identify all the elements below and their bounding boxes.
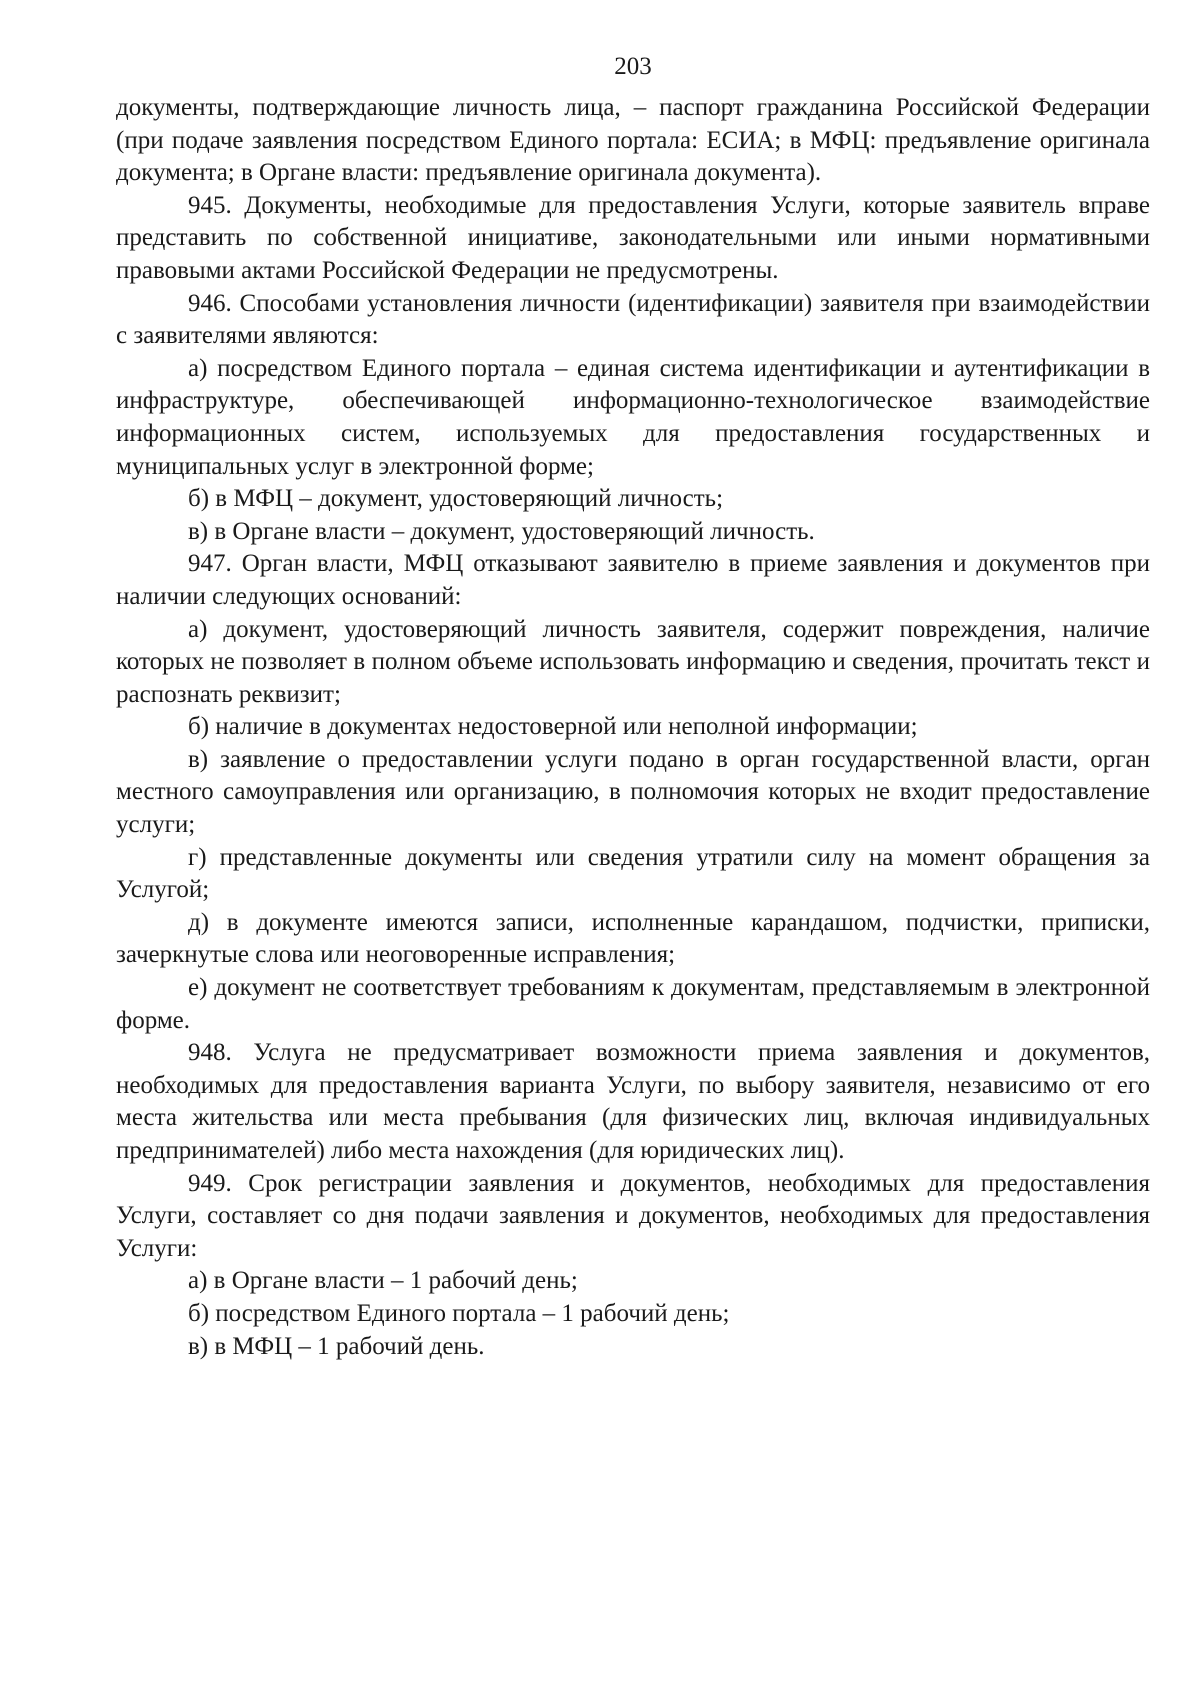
- paragraph-949-b: б) посредством Единого портала – 1 рабочий день;: [188, 1299, 730, 1327]
- paragraph-identity-docs: документы, подтверждающие личность лица, – паспорт гражданина Российской Федерации (при подаче заявления посредством Единого портала: ЕСИА; в МФЦ: предъявление оригинала документа; в Органе власти: предъявление оригинала документа).: [116, 94, 1150, 187]
- paragraph-947-e: е) документ не соответствует требованиям к документам, представляемым в электронной форме.: [116, 974, 1150, 1034]
- paragraph-946-v: в) в Органе власти – документ, удостоверяющий личность.: [188, 517, 815, 545]
- paragraph-947-a: а) документ, удостоверяющий личность заявителя, содержит повреждения, наличие которых не позволяет в полном объеме использовать информацию и сведения, прочитать текст и распознать реквизит;: [116, 615, 1150, 708]
- paragraph-946: 946. Способами установления личности (идентификации) заявителя при взаимодействии с заявителями являются:: [116, 289, 1150, 350]
- paragraph-946-a: а) посредством Единого портала – единая система идентификации и аутентификации в инфраструктуре, обеспечивающей информационно-технологическое взаимодействие информационных систем, используемых для предоставления государственных и муниципальных услуг в электронной форме;: [116, 354, 1150, 480]
- paragraph-947: 947. Орган власти, МФЦ отказывают заявителю в приеме заявления и документов при наличии следующих оснований:: [116, 550, 1150, 610]
- paragraph-947-v: в) заявление о предоставлении услуги подано в орган государственной власти, орган местного самоуправления или организацию, в полномочия которых не входит предоставление услуги;: [116, 745, 1150, 839]
- paragraph-947-g: г) представленные документы или сведения утратили силу на момент обращения за Услугой;: [116, 843, 1150, 904]
- page-number: 203: [614, 53, 652, 80]
- paragraph-949: 949. Срок регистрации заявления и документов, необходимых для предоставления Услуги, составляет со дня подачи заявления и документов, необходимых для предоставления Услуги:: [116, 1169, 1150, 1262]
- document-page: [116, 52, 1150, 1363]
- paragraph-948: 948. Услуга не предусматривает возможности приема заявления и документов, необходимых для предоставления варианта Услуги, по выбору заявителя, независимо от его места жительства или места пребывания (для физических лиц, включая индивидуальных предпринимателей) либо места нахождения (для юридических лиц).: [116, 1039, 1150, 1164]
- paragraph-945: 945. Документы, необходимые для предоставления Услуги, которые заявитель вправе представить по собственной инициативе, законодательными или иными нормативными правовыми актами Российской Федерации не предусмотрены.: [116, 191, 1150, 284]
- paragraph-949-v: в) в МФЦ – 1 рабочий день.: [188, 1332, 485, 1360]
- paragraph-947-d: д) в документе имеются записи, исполненные карандашом, подчистки, приписки, зачеркнутые слова или неоговоренные исправления;: [116, 908, 1150, 969]
- paragraph-946-b: б) в МФЦ – документ, удостоверяющий личность;: [188, 485, 724, 513]
- paragraph-949-a: а) в Органе власти – 1 рабочий день;: [188, 1267, 578, 1295]
- paragraph-947-b: б) наличие в документах недостоверной или неполной информации;: [188, 713, 918, 741]
